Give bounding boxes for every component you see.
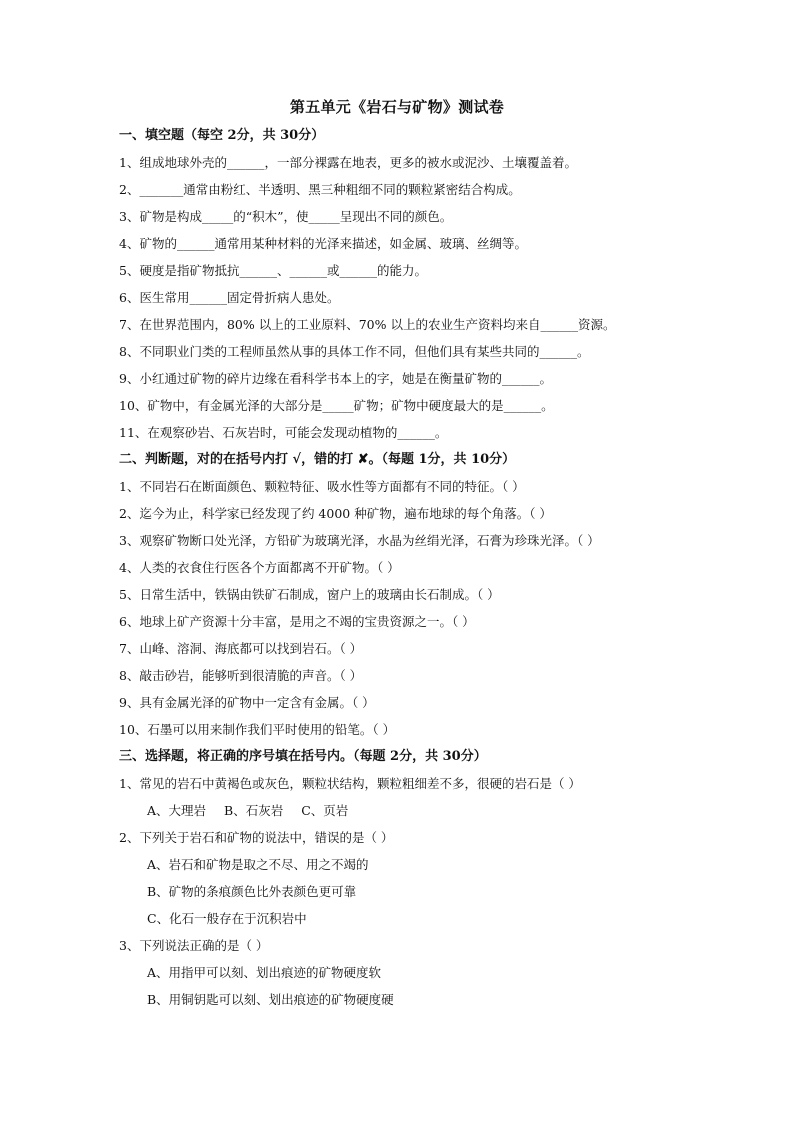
question-item: 6、医生常用______固定骨折病人患处。 [119,290,340,305]
option-b: B、用铜钥匙可以刻、划出痕迹的矿物硬度硬 [147,992,394,1007]
question-item: 5、硬度是指矿物抵抗______、______或______的能力。 [119,263,427,278]
section-heading-fill-blank: 一、填空题（每空 2分，共 30分） [119,128,325,143]
option-row [119,797,719,824]
question-item: 7、山峰、溶洞、海底都可以找到岩石。（ ） [119,641,363,656]
section-heading-multiple-choice: 三、选择题，将正确的序号填在括号内。（每题 2分，共 30分） [119,749,487,764]
question-item: 6、地球上矿产资源十分丰富，是用之不竭的宝贵资源之一。（ ） [119,614,475,629]
option-a: A、用指甲可以刻、划出痕迹的矿物硬度软 [147,965,382,980]
question-item: 7、在世界范围内，80% 以上的工业原料、70% 以上的农业生产资料均来自______资源。 [119,317,616,332]
section-heading-true-false: 二、判断题，对的在括号内打 √，错的打 ✘。（每题 1分，共 10分） [119,452,516,467]
exam-content [119,122,719,1013]
page-title: 第五单元《岩石与矿物》测试卷 [289,98,505,116]
option-b: B、石灰岩 [224,803,284,818]
question-item: 1、不同岩石在断面颜色、颗粒特征、吸水性等方面都有不同的特征。（ ） [119,479,525,494]
question-stem: 1、常见的岩石中黄褐色或灰色，颗粒状结构，颗粒粗细差不多，很硬的岩石是（ ） [119,776,581,791]
question-item: 11、在观察砂岩、石灰岩时，可能会发现动植物的______。 [119,425,448,440]
question-item: 1、组成地球外壳的______，一部分裸露在地表，更多的被水或泥沙、土壤覆盖着。 [119,155,577,170]
option-b: B、矿物的条痕颜色比外表颜色更可靠 [147,884,357,899]
option-c: C、页岩 [301,803,349,818]
question-item: 8、敲击砂岩，能够听到很清脆的声音。（ ） [119,668,363,683]
question-item: 2、迄今为止，科学家已经发现了约 4000 种矿物，遍布地球的每个角落。（ ） [119,506,552,521]
question-item: 5、日常生活中，铁锅由铁矿石制成，窗户上的玻璃由长石制成。（ ） [119,587,500,602]
option-c: C、化石一般存在于沉积岩中 [147,911,307,926]
question-item: 9、小红通过矿物的碎片边缘在看科学书本上的字，她是在衡量矿物的______。 [119,371,552,386]
question-item: 4、矿物的______通常用某种材料的光泽来描述，如金属、玻璃、丝绸等。 [119,236,527,251]
option-a: A、大理岩 [147,803,207,818]
question-item: 2、_______通常由粉红、半透明、黑三种粗细不同的颗粒紧密结合构成。 [119,182,521,197]
question-item: 3、观察矿物断口处光泽，方铅矿为玻璃光泽，水晶为丝绢光泽，石膏为珍珠光泽。（ ） [119,533,600,548]
question-item: 10、矿物中，有金属光泽的大部分是_____矿物；矿物中硬度最大的是______。 [119,398,554,413]
option-a: A、岩石和矿物是取之不尽、用之不竭的 [147,857,369,872]
question-stem: 2、下列关于岩石和矿物的说法中，错误的是（ ） [119,830,394,845]
question-stem: 3、下列说法正确的是（ ） [119,938,269,953]
question-item: 10、石墨可以用来制作我们平时使用的铅笔。（ ） [119,722,396,737]
question-item: 8、不同职业门类的工程师虽然从事的具体工作不同，但他们具有某些共同的______。 [119,344,590,359]
question-item: 4、人类的衣食住行医各个方面都离不开矿物。（ ） [119,560,400,575]
question-item: 3、矿物是构成_____的“积木”，使_____呈现出不同的颜色。 [119,209,453,224]
question-item: 9、具有金属光泽的矿物中一定含有金属。（ ） [119,695,375,710]
